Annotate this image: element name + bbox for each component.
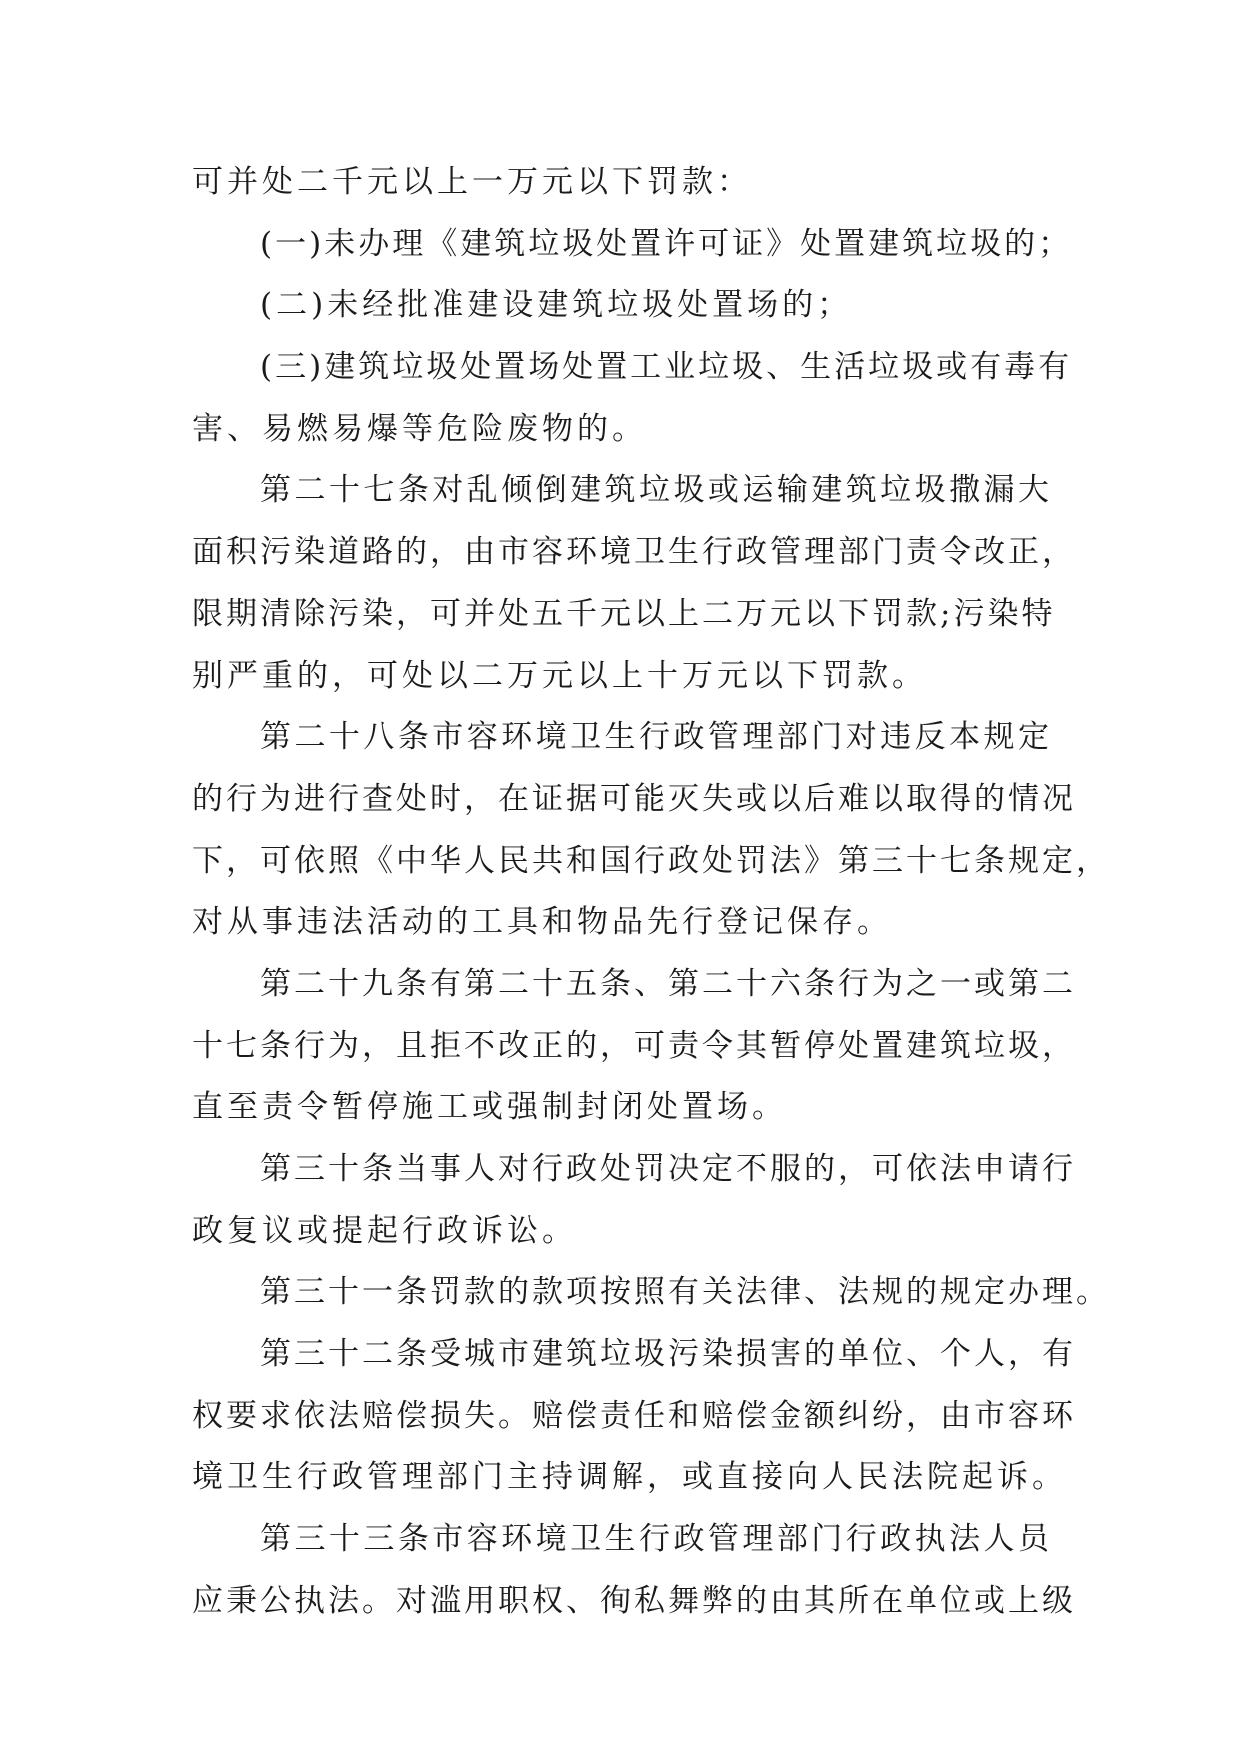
text-line: 面积污染道路的，由市容环境卫生行政管理部门责令改正， <box>192 534 1076 571</box>
text-line: 第三十条当事人对行政处罚决定不服的，可依法申请行 <box>260 1151 1076 1187</box>
text-line: 境卫生行政管理部门主持调解，或直接向人民法院起诉。 <box>192 1459 1067 1496</box>
text-line: 直至责令暂停施工或强制封闭处置场。 <box>192 1089 787 1126</box>
text-line: 可并处二千元以上一万元以下罚款： <box>192 164 752 200</box>
text-line: 政复议或提起行政诉讼。 <box>192 1212 577 1249</box>
text-line: 第三十三条市容环境卫生行政管理部门行政执法人员 <box>260 1521 1052 1558</box>
text-line: 第二十七条对乱倾倒建筑垃圾或运输建筑垃圾撒漏大 <box>260 472 1052 509</box>
text-line: 害、易燃易爆等危险废物的。 <box>192 410 647 447</box>
text-line: 第三十二条受城市建筑垃圾污染损害的单位、个人，有 <box>260 1336 1076 1373</box>
text-line: 权要求依法赔偿损失。赔偿责任和赔偿金额纠纷，由市容环 <box>192 1397 1076 1434</box>
text-line: (三)建筑垃圾处置场处置工业垃圾、生活垃圾或有毒有 <box>260 349 1073 386</box>
text-line: 第三十一条罚款的款项按照有关法律、法规的规定办理。 <box>260 1274 1110 1311</box>
text-line: (二)未经批准建设建筑垃圾处置场的； <box>260 287 853 324</box>
text-line: 限期清除污染，可并处五千元以上二万元以下罚款;污染特 <box>192 595 1056 632</box>
text-line: 应秉公执法。对滥用职权、徇私舞弊的由其所在单位或上级 <box>192 1582 1076 1619</box>
text-line: 下，可依照《中华人民共和国行政处罚法》第三十七条规定， <box>192 842 1110 879</box>
text-line: 别严重的，可处以二万元以上十万元以下罚款。 <box>192 657 927 694</box>
text-line: (一)未办理《建筑垃圾处置许可证》处置建筑垃圾的； <box>260 225 1073 262</box>
text-line: 对从事违法活动的工具和物品先行登记保存。 <box>192 904 892 941</box>
document-body <box>192 152 1110 1633</box>
text-line: 第二十八条市容环境卫生行政管理部门对违反本规定 <box>260 719 1052 756</box>
text-line: 第二十九条有第二十五条、第二十六条行为之一或第二 <box>260 965 1076 1002</box>
text-line: 的行为进行查处时，在证据可能灭失或以后难以取得的情况 <box>192 780 1076 817</box>
text-line: 十七条行为，且拒不改正的，可责令其暂停处置建筑垃圾， <box>192 1027 1076 1064</box>
